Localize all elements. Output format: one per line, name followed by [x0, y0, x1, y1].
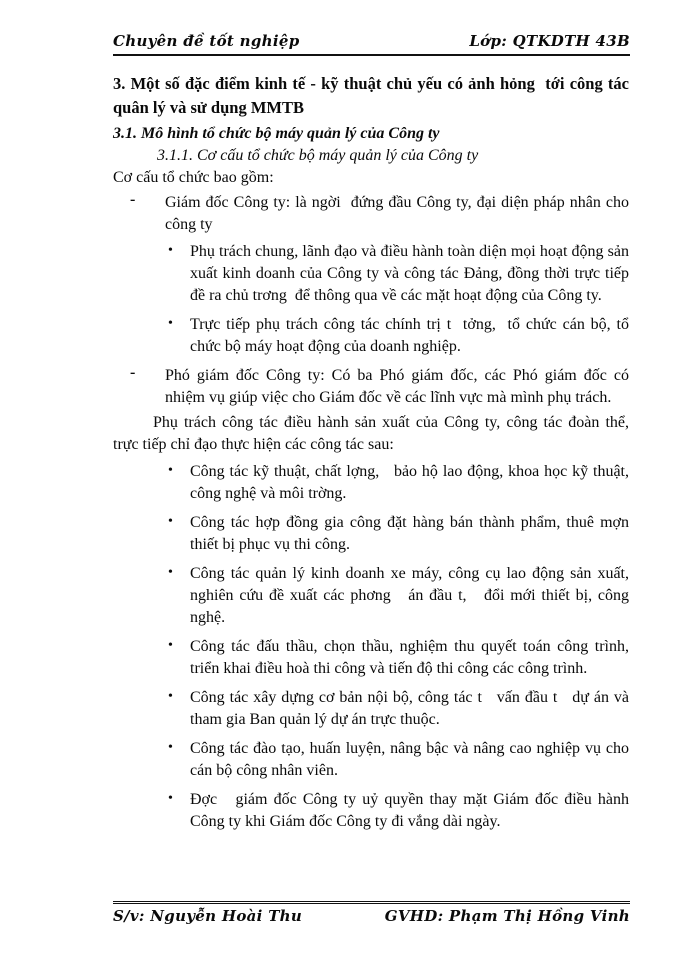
director-duty-text: Trực tiếp phụ trách công tác chính trị t tởng, tổ chức cán bộ, tổ chức bộ máy hoạt động của doanh nghiệp. [190, 316, 633, 355]
heading-3-1: 3.1. Mô hình tổ chức bộ máy quản lý của Công ty [113, 125, 440, 142]
task-item [113, 636, 633, 680]
dot-bullet-icon: • [168, 565, 173, 580]
intro-line: Cơ cấu tổ chức bao gồm: [113, 169, 274, 186]
list-item-deputy-text: Phó giám đốc Công ty: Có ba Phó giám đốc, các Phó giám đốc có nhiệm vụ giúp việc cho Giám đốc về các lĩnh vực mà mình phụ trách. [165, 367, 633, 406]
task-item [113, 512, 633, 556]
dash-bullet-icon: - [130, 191, 136, 208]
director-duty-text: Phụ trách chung, lãnh đạo và điều hành toàn diện mọi hoạt động sản xuất kinh doanh của Công ty và công tác Đảng, đồng thời trực tiếp đề ra chủ trơng để thông qua về các mặt hoạt động của Công ty. [190, 243, 633, 304]
dot-bullet-icon: • [168, 514, 173, 529]
header-class-label: Lớp: QTKDTH 43B [469, 32, 630, 50]
dot-bullet-icon: • [168, 689, 173, 704]
dot-bullet-icon: • [168, 463, 173, 478]
dot-bullet-icon: • [168, 243, 173, 258]
section-3-title: 3. Một số đặc điểm kinh tế - kỹ thuật chủ yếu có ảnh hỏng tới công tác quân lý và sử dụng MMTB [113, 74, 634, 117]
paragraph-responsibilities: Phụ trách công tác điều hành sản xuất của Công ty, công tác đoàn thể, trực tiếp chỉ đạo thực hiện các công tác sau: [113, 414, 633, 453]
dot-bullet-icon: • [168, 638, 173, 653]
header-course-title: Chuyên đề tốt nghiệp [113, 32, 300, 50]
list-item-director-duty [113, 314, 633, 358]
list-item-director-duty [113, 241, 633, 307]
task-item-text: Công tác xây dựng cơ bản nội bộ, công tác t vấn đầu t dự án và tham gia Ban quản lý dự án trực thuộc. [190, 689, 633, 728]
task-item [113, 738, 633, 782]
task-item-text: Đợc giám đốc Công ty uỷ quyền thay mặt Giám đốc điều hành Công ty khi Giám đốc Công ty đi vắng dài ngày. [190, 791, 633, 830]
task-item [113, 563, 633, 629]
list-item-deputy [113, 364, 633, 409]
footer-advisor-name: GVHD: Phạm Thị Hồng Vinh [384, 907, 630, 925]
document-body [113, 72, 634, 840]
task-item-text: Công tác đấu thầu, chọn thầu, nghiệm thu quyết toán công trình, triển khai điều hoà thi công và tiến độ thi công các công trình. [190, 638, 633, 677]
task-item-text: Công tác hợp đồng gia công đặt hàng bán thành phẩm, thuê mợn thiết bị phục vụ thi công. [190, 514, 633, 553]
dot-bullet-icon: • [168, 740, 173, 755]
dot-bullet-icon: • [168, 316, 173, 331]
task-item [113, 687, 633, 731]
page-header [113, 32, 630, 56]
task-item-text: Công tác kỹ thuật, chất lợng, bảo hộ lao động, khoa học kỹ thuật, công nghệ và môi trờng. [190, 463, 633, 502]
list-item-director [113, 191, 633, 236]
task-item [113, 789, 633, 833]
list-item-director-text: Giám đốc Công ty: là ngời đứng đầu Công ty, đại diện pháp nhân cho công ty [165, 194, 633, 233]
task-item [113, 461, 633, 505]
page-footer [113, 901, 630, 925]
footer-student-name: S/v: Nguyễn Hoài Thu [113, 907, 303, 925]
heading-3-1-1: 3.1.1. Cơ cấu tổ chức bộ máy quản lý của Công ty [157, 147, 479, 164]
task-item-text: Công tác quản lý kinh doanh xe máy, công cụ lao động sản xuất, nghiên cứu đề xuất các phơng án đầu t, đổi mới thiết bị, công nghệ. [190, 565, 633, 626]
task-item-text: Công tác đào tạo, huấn luyện, nâng bậc và nâng cao nghiệp vụ cho cán bộ công nhân viên. [190, 740, 633, 779]
dash-bullet-icon: - [130, 364, 136, 381]
dot-bullet-icon: • [168, 791, 173, 806]
